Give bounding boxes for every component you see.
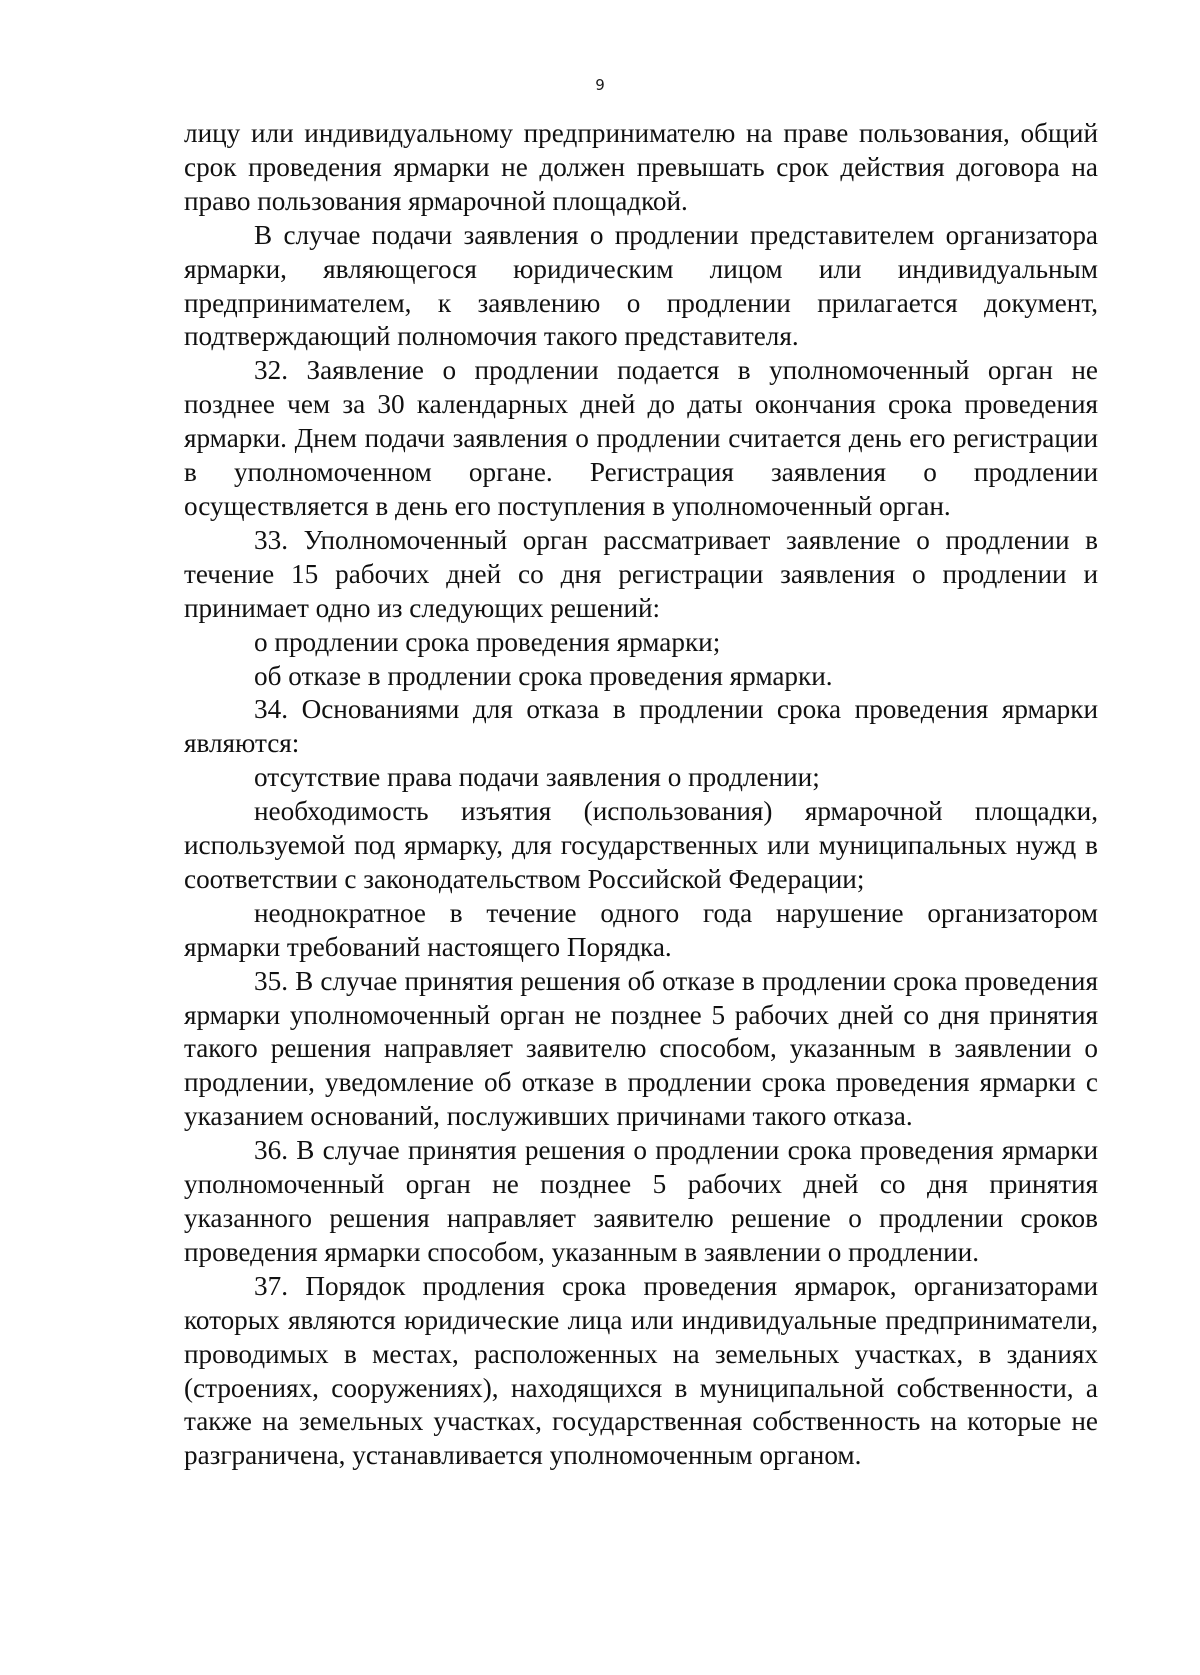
paragraph-32: 32. Заявление о продлении подается в уполномоченный орган не позднее чем за 30 календарных дней до даты окончания срока проведения ярмарки. Днем подачи заявления о продлении считается день его регистрации в уполномоченном органе. Регистрация заявления о продлении осуществляется в день его поступления в уполномоченный орган.	[184, 355, 1098, 521]
paragraph-33-option-extend: о продлении срока проведения ярмарки;	[254, 626, 721, 657]
paragraph-33-option-refuse: об отказе в продлении срока проведения ярмарки.	[254, 660, 833, 691]
paragraph-37: 37. Порядок продления срока проведения ярмарок, организаторами которых являются юридические лица или индивидуальные предприниматели, проводимых в местах, расположенных на земельных участках, в зданиях (строениях, сооружениях), находящихся в муниципальной собственности, а также на земельных участках, государственная собственность на которые не разграничена, устанавливается уполномоченным органом.	[184, 1270, 1098, 1471]
paragraph-34-ground-2: необходимость изъятия (использования) ярмарочной площадки, используемой под ярмарку, для государственных или муниципальных нужд в соответствии с законодательством Российской Федерации;	[184, 796, 1098, 894]
paragraph-representative: В случае подачи заявления о продлении представителем организатора ярмарки, являющегося юридическим лицом или индивидуальным предпринимателем, к заявлению о продлении прилагается документ, подтверждающий полномочия такого представителя.	[184, 219, 1098, 352]
document-body	[184, 117, 1098, 1473]
paragraph-35: 35. В случае принятия решения об отказе в продлении срока проведения ярмарки уполномоченный орган не позднее 5 рабочих дней со дня принятия такого решения направляет заявителю способом, указанным в заявлении о продлении, уведомление об отказе в продлении срока проведения ярмарки с указанием оснований, послуживших причинами такого отказа.	[184, 965, 1098, 1132]
paragraph-34-ground-1: отсутствие права подачи заявления о продлении;	[254, 762, 820, 793]
page-number: 9	[595, 76, 605, 94]
paragraph-34-ground-3: неоднократное в течение одного года нарушение организатором ярмарки требований настоящего Порядка.	[184, 897, 1098, 962]
paragraph-36: 36. В случае принятия решения о продлении срока проведения ярмарки уполномоченный орган не позднее 5 рабочих дней со дня принятия указанного решения направляет заявителю решение о продлении сроков проведения ярмарки способом, указанным в заявлении о продлении.	[184, 1135, 1098, 1267]
paragraph-34: 34. Основаниями для отказа в продлении срока проведения ярмарки являются:	[184, 694, 1098, 759]
paragraph-33: 33. Уполномоченный орган рассматривает заявление о продлении в течение 15 рабочих дней со дня регистрации заявления о продлении и принимает одно из следующих решений:	[184, 524, 1098, 623]
paragraph-continuation: лицу или индивидуальному предпринимателю на праве пользования, общий срок проведения ярмарки не должен превышать срок действия договора на право пользования ярмарочной площадкой.	[184, 118, 1098, 216]
